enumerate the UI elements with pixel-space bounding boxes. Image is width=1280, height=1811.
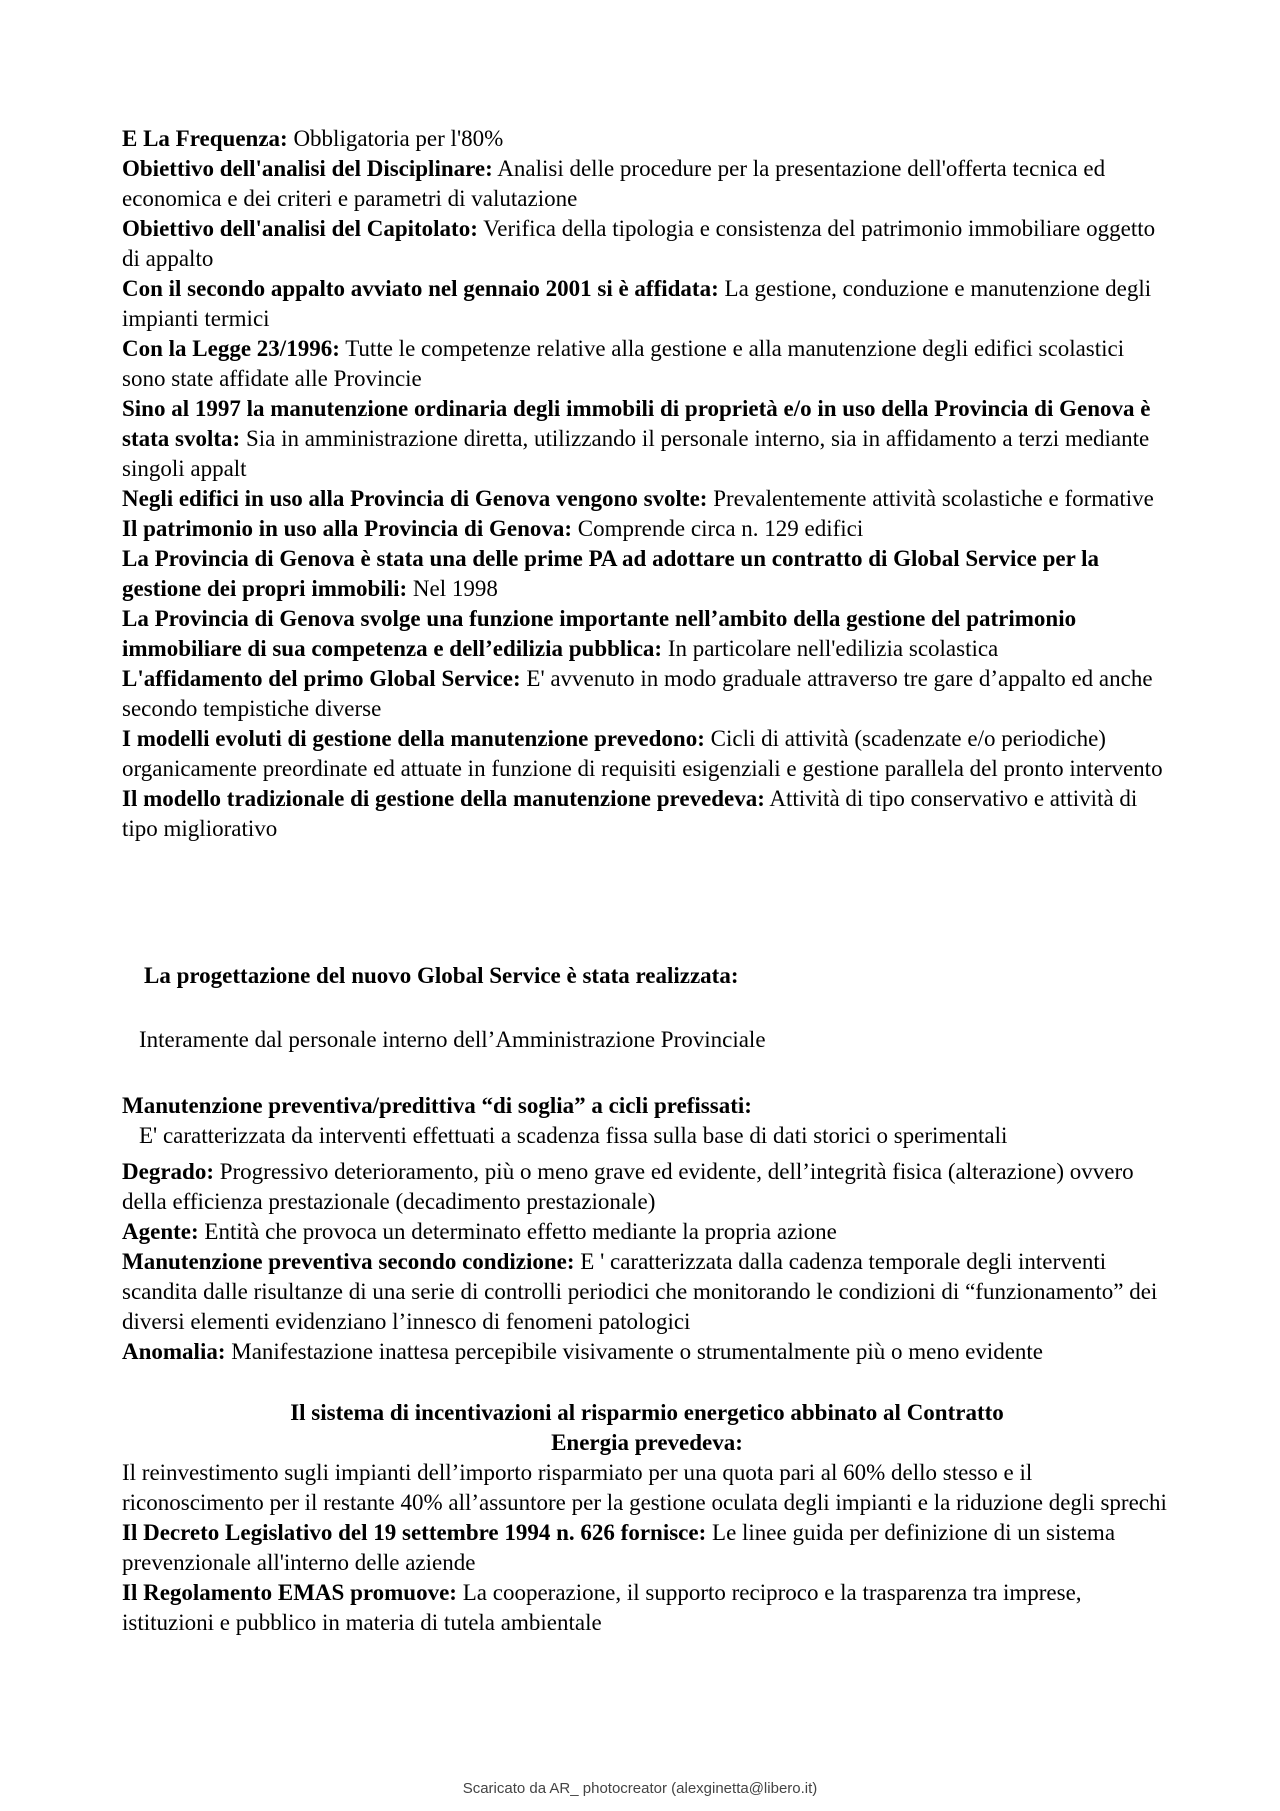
qa-term: Obiettivo dell'analisi del Disciplinare: bbox=[122, 156, 493, 181]
qa-desc: Nel 1998 bbox=[407, 576, 498, 601]
qa-item bbox=[122, 1247, 1172, 1337]
qa-item bbox=[122, 484, 1172, 514]
qa-term: I modelli evoluti di gestione della manutenzione prevedono: bbox=[122, 726, 705, 751]
qa-item bbox=[122, 544, 1172, 604]
qa-desc: Cicli di attività (scadenzate e/o periodiche) organicamente preordinate ed attuate in funzione di requisiti esigenziali e gestione parallela del pronto intervento bbox=[122, 726, 1163, 781]
qa-desc: Obbligatoria per l'80% bbox=[287, 126, 504, 151]
qa-list-3 bbox=[122, 1458, 1172, 1638]
qa-item bbox=[122, 724, 1172, 784]
qa-term: Degrado: bbox=[122, 1159, 214, 1184]
qa-desc: Manifestazione inattesa percepibile visivamente o strumentalmente più o meno evidente bbox=[225, 1339, 1043, 1364]
qa-desc: La cooperazione, il supporto reciproco e la trasparenza tra imprese, istituzioni e pubblico in materia di tutela ambientale bbox=[122, 1580, 1082, 1635]
qa-desc: Entità che provoca un determinato effetto mediante la propria azione bbox=[198, 1219, 837, 1244]
qa-item bbox=[122, 394, 1172, 484]
qa-term: Agente: bbox=[122, 1219, 199, 1244]
qa-desc: Sia in amministrazione diretta, utilizzando il personale interno, sia in affidamento a terzi mediante singoli appalt bbox=[122, 426, 1150, 481]
qa-item bbox=[122, 1578, 1172, 1638]
qa-term: Il Regolamento EMAS promuove: bbox=[122, 1580, 457, 1605]
qa-item bbox=[122, 1217, 1172, 1247]
qa-term: Con il secondo appalto avviato nel gennaio 2001 si è affidata: bbox=[122, 276, 719, 301]
incentivazioni-answer: Il reinvestimento sugli impianti dell’importo risparmiato per una quota pari al 60% dello stesso e il riconoscimento per il restante 40% all’assuntore per la gestione oculata degli impianti e la riduzione degli sprechi bbox=[122, 1460, 1167, 1515]
qa-term: Sino al 1997 la manutenzione ordinaria degli immobili di proprietà e/o in uso della Provincia di Genova è stata svolta: bbox=[122, 396, 1151, 451]
qa-desc: Verifica della tipologia e consistenza del patrimonio immobiliare oggetto di appalto bbox=[122, 216, 1156, 271]
qa-item bbox=[122, 514, 1172, 544]
qa-desc: Progressivo deterioramento, più o meno grave ed evidente, dell’integrità fisica (alterazione) ovvero della efficienza prestazionale (decadimento prestazionale) bbox=[122, 1159, 1134, 1214]
manutenzione-soglia-answer: E' caratterizzata da interventi effettuati a scadenza fissa sulla base di dati storici o sperimentali bbox=[139, 1123, 1008, 1148]
qa-item bbox=[122, 334, 1172, 394]
qa-term: Il Decreto Legislativo del 19 settembre 1994 n. 626 fornisce: bbox=[122, 1520, 707, 1545]
qa-term: Anomalia: bbox=[122, 1339, 226, 1364]
qa-desc: Attività di tipo conservativo e attività di tipo migliorativo bbox=[122, 786, 1138, 841]
qa-item bbox=[122, 124, 1172, 154]
qa-item bbox=[122, 274, 1172, 334]
qa-desc: Comprende circa n. 129 edifici bbox=[572, 516, 864, 541]
progettazione-question: La progettazione del nuovo Global Service è stata realizzata: bbox=[144, 963, 739, 988]
qa-desc: E ' caratterizzata dalla cadenza temporale degli interventi scandita dalle risultanze di una serie di controlli periodici che monitorando le condizioni di “funzionamento” dei diversi elementi evidenziano l’innesco di fenomeni patologici bbox=[122, 1249, 1158, 1334]
qa-desc: Le linee guida per definizione di un sistema prevenzionale all'interno delle aziende bbox=[122, 1520, 1116, 1575]
qa-list-2 bbox=[122, 1157, 1172, 1367]
qa-desc: Tutte le competenze relative alla gestione e alla manutenzione degli edifici scolastici sono state affidate alle Provincie bbox=[122, 336, 1125, 391]
qa-term: L'affidamento del primo Global Service: bbox=[122, 666, 521, 691]
qa-item bbox=[122, 1157, 1172, 1217]
qa-term: La Provincia di Genova è stata una delle prime PA ad adottare un contratto di Global Service per la gestione dei propri immobili: bbox=[122, 546, 1100, 601]
qa-term: Con la Legge 23/1996: bbox=[122, 336, 340, 361]
qa-desc: E' avvenuto in modo graduale attraverso tre gare d’appalto ed anche secondo tempistiche diverse bbox=[122, 666, 1153, 721]
qa-desc: La gestione, conduzione e manutenzione degli impianti termici bbox=[122, 276, 1152, 331]
qa-item bbox=[122, 154, 1172, 214]
incentivazioni-question: Il sistema di incentivazioni al risparmio energetico abbinato al Contratto Energia prevedeva: bbox=[290, 1400, 1004, 1455]
qa-term: Negli edifici in uso alla Provincia di Genova vengono svolte: bbox=[122, 486, 708, 511]
download-footer: Scaricato da AR_ photocreator (alexginetta@libero.it) bbox=[462, 1780, 818, 1797]
progettazione-answer: Interamente dal personale interno dell’Amministrazione Provinciale bbox=[139, 1027, 766, 1052]
qa-term: La Provincia di Genova svolge una funzione importante nell’ambito della gestione del patrimonio immobiliare di sua competenza e dell’edilizia pubblica: bbox=[122, 606, 1077, 661]
qa-term: Obiettivo dell'analisi del Capitolato: bbox=[122, 216, 478, 241]
qa-item bbox=[122, 214, 1172, 274]
qa-desc: In particolare nell'edilizia scolastica bbox=[662, 636, 999, 661]
qa-item bbox=[122, 664, 1172, 724]
qa-desc: Prevalentemente attività scolastiche e formative bbox=[707, 486, 1154, 511]
qa-item bbox=[122, 604, 1172, 664]
qa-item bbox=[122, 1337, 1172, 1367]
qa-term: Il patrimonio in uso alla Provincia di Genova: bbox=[122, 516, 573, 541]
manutenzione-soglia-question: Manutenzione preventiva/predittiva “di soglia” a cicli prefissati: bbox=[122, 1093, 752, 1118]
qa-item bbox=[122, 1518, 1172, 1578]
qa-list-1 bbox=[122, 124, 1172, 844]
qa-desc: Analisi delle procedure per la presentazione dell'offerta tecnica ed economica e dei criteri e parametri di valutazione bbox=[122, 156, 1106, 211]
qa-item bbox=[122, 784, 1172, 844]
qa-term: Il modello tradizionale di gestione della manutenzione prevedeva: bbox=[122, 786, 765, 811]
qa-term: Manutenzione preventiva secondo condizione: bbox=[122, 1249, 575, 1274]
qa-term: E La Frequenza: bbox=[122, 126, 288, 151]
